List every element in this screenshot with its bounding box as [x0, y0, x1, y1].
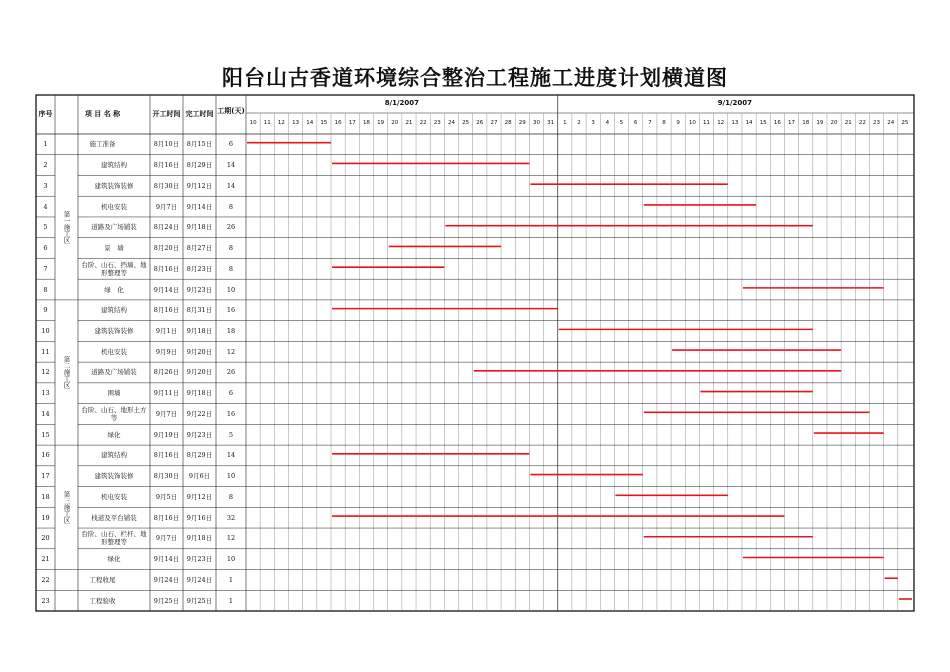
day-label: 9: [676, 120, 680, 126]
task-name: 建筑结构: [101, 306, 127, 315]
day-label: 15: [759, 120, 767, 126]
day-label: 23: [873, 120, 881, 126]
duration: 18: [226, 327, 236, 335]
task-name: 建筑结构: [101, 161, 127, 170]
row-number: 7: [43, 264, 48, 273]
start-date: 9月19日: [153, 430, 180, 439]
day-label: 1: [563, 120, 567, 126]
duration: 6: [228, 140, 234, 149]
task-name: 建筑结构: [101, 451, 127, 460]
row-number: 3: [43, 181, 48, 190]
task-name: 台阶、山石、栏杆、地形整理等: [81, 530, 147, 547]
start-date: 8月10日: [153, 140, 180, 149]
duration: 10: [226, 285, 236, 294]
duration: 14: [226, 451, 236, 460]
header-end-date: 完工时间: [185, 110, 214, 118]
start-date: 8月16日: [153, 451, 180, 460]
row-number: 13: [41, 389, 50, 398]
row-number: 21: [41, 555, 50, 564]
end-date: 9月23日: [186, 555, 213, 564]
end-date: 9月12日: [186, 492, 213, 501]
end-date: 9月24日: [186, 575, 213, 584]
duration: 12: [226, 347, 236, 356]
task-name: 绿化: [107, 430, 121, 439]
task-name: 工程验收: [89, 596, 116, 605]
row-number: 22: [41, 575, 50, 584]
end-date: 8月29日: [186, 161, 213, 170]
row-number: 6: [43, 244, 48, 253]
task-name: 绿化: [107, 555, 121, 564]
day-label: 8: [662, 120, 666, 126]
day-label: 10: [249, 120, 257, 126]
start-date: 9月14日: [153, 555, 180, 564]
duration: 16: [226, 409, 236, 418]
start-date: 9月24日: [153, 575, 180, 584]
task-name: 台阶、山石、地形土方等: [81, 405, 147, 422]
task-name: 建筑装饰装修: [94, 472, 134, 481]
zone-label: 第二施工区: [62, 356, 71, 389]
end-date: 9月12日: [186, 181, 213, 190]
header-seq: 序号: [38, 110, 53, 118]
header-month-aug: 8/1/2007: [384, 99, 420, 107]
task-name: 绿 化: [104, 285, 124, 294]
header-duration: 工期(天): [217, 107, 245, 115]
day-label: 20: [391, 120, 399, 126]
header-item-name: 项 目 名 称: [84, 110, 121, 118]
day-label: 4: [605, 120, 610, 126]
end-date: 9月18日: [186, 327, 213, 335]
zone-label: 第三施工区: [62, 491, 71, 524]
day-label: 20: [830, 120, 838, 126]
task-name: 道路及广场铺装: [91, 368, 137, 377]
start-date: 8月16日: [153, 161, 180, 170]
day-label: 5: [619, 120, 624, 126]
zone-label: 第一施工区: [62, 211, 71, 244]
start-date: 9月7日: [155, 202, 178, 211]
day-label: 23: [433, 120, 441, 126]
row-number: 10: [41, 327, 50, 335]
duration: 26: [226, 368, 236, 377]
row-number: 20: [41, 534, 50, 543]
row-number: 11: [41, 347, 50, 356]
row-number: 5: [43, 223, 48, 232]
day-label: 11: [263, 120, 271, 126]
row-number: 8: [43, 285, 48, 294]
task-name: 栈道及平台铺装: [91, 513, 137, 522]
day-label: 3: [591, 120, 595, 126]
duration: 14: [226, 161, 236, 170]
start-date: 8月26日: [153, 368, 180, 377]
duration: 14: [226, 181, 236, 190]
day-label: 14: [745, 120, 753, 126]
end-date: 8月31日: [186, 306, 213, 315]
end-date: 8月15日: [186, 140, 213, 149]
row-number: 23: [41, 596, 50, 605]
day-label: 21: [844, 120, 852, 126]
row-number: 14: [41, 409, 50, 418]
duration: 6: [228, 389, 234, 398]
start-date: 9月11日: [153, 389, 180, 398]
end-date: 9月20日: [186, 368, 213, 377]
day-label: 26: [476, 120, 484, 126]
day-label: 31: [547, 120, 555, 126]
end-date: 9月18日: [186, 223, 213, 232]
start-date: 9月14日: [153, 285, 180, 294]
end-date: 8月29日: [186, 451, 213, 460]
start-date: 8月16日: [153, 306, 180, 315]
start-date: 9月7日: [155, 409, 178, 418]
row-number: 9: [43, 306, 48, 315]
day-label: 22: [419, 120, 427, 126]
duration: 32: [226, 513, 236, 522]
start-date: 9月25日: [153, 596, 180, 605]
row-number: 17: [41, 472, 50, 481]
duration: 8: [228, 244, 234, 253]
page-title: 阳台山古香道环境综合整治工程施工进度计划横道图: [222, 65, 728, 90]
end-date: 9月14日: [186, 202, 213, 211]
start-date: 9月7日: [155, 534, 178, 543]
day-label: 24: [447, 120, 455, 126]
row-number: 19: [41, 513, 50, 522]
day-label: 17: [348, 120, 356, 126]
row-number: 4: [43, 202, 48, 211]
day-label: 15: [320, 120, 328, 126]
end-date: 8月23日: [186, 264, 213, 273]
start-date: 8月16日: [153, 264, 180, 273]
end-date: 9月23日: [186, 285, 213, 294]
start-date: 9月5日: [155, 492, 178, 501]
day-label: 16: [334, 120, 342, 126]
task-name: 机电安装: [101, 347, 127, 356]
start-date: 9月9日: [155, 347, 178, 356]
day-label: 11: [703, 120, 711, 126]
duration: 10: [226, 555, 236, 564]
duration: 12: [226, 534, 236, 543]
day-label: 19: [816, 120, 824, 126]
day-label: 10: [688, 120, 696, 126]
start-date: 8月30日: [153, 181, 180, 190]
duration: 1: [228, 575, 234, 584]
day-label: 29: [518, 120, 526, 126]
task-name: 施工准备: [89, 140, 116, 149]
day-label: 21: [405, 120, 413, 126]
day-label: 28: [504, 120, 512, 126]
end-date: 9月23日: [186, 430, 213, 439]
day-label: 19: [377, 120, 385, 126]
end-date: 9月16日: [186, 513, 213, 522]
task-name: 建筑装饰装修: [94, 327, 134, 335]
row-number: 12: [41, 368, 50, 377]
day-label: 22: [858, 120, 866, 126]
day-label: 18: [802, 120, 810, 126]
day-label: 14: [306, 120, 314, 126]
task-name: 台阶、山石、挡墙、地形整理等: [81, 260, 147, 277]
task-name: 机电安装: [101, 492, 127, 501]
duration: 8: [228, 492, 234, 501]
duration: 1: [228, 596, 234, 605]
end-date: 9月6日: [188, 472, 211, 481]
end-date: 8月27日: [186, 244, 213, 253]
day-label: 16: [773, 120, 781, 126]
end-date: 9月20日: [186, 347, 213, 356]
day-label: 12: [277, 120, 285, 126]
start-date: 9月1日: [155, 327, 178, 335]
duration: 5: [228, 430, 234, 439]
day-label: 13: [731, 120, 739, 126]
day-label: 17: [788, 120, 796, 126]
day-label: 7: [648, 120, 652, 126]
day-label: 25: [901, 120, 909, 126]
duration: 8: [228, 264, 234, 273]
row-number: 2: [43, 161, 48, 170]
start-date: 8月30日: [153, 472, 180, 481]
row-number: 1: [43, 140, 48, 149]
end-date: 9月18日: [186, 534, 213, 543]
duration: 10: [226, 472, 236, 481]
day-label: 6: [633, 120, 638, 126]
day-label: 18: [362, 120, 370, 126]
day-label: 12: [717, 120, 725, 126]
end-date: 9月18日: [186, 389, 213, 398]
row-number: 15: [41, 430, 50, 439]
end-date: 9月22日: [186, 409, 213, 418]
end-date: 9月25日: [186, 596, 213, 605]
duration: 16: [226, 306, 236, 315]
header-start-date: 开工时间: [152, 110, 181, 118]
start-date: 8月20日: [153, 244, 180, 253]
day-label: 27: [490, 120, 498, 126]
task-name: 景 墙: [104, 244, 124, 253]
start-date: 8月16日: [153, 513, 180, 522]
header-month-sep: 9/1/2007: [717, 99, 753, 107]
day-label: 24: [887, 120, 895, 126]
day-label: 2: [577, 120, 581, 126]
row-number: 18: [41, 492, 50, 501]
task-name: 道路及广场铺装: [91, 223, 137, 232]
row-number: 16: [41, 451, 50, 460]
task-name: 工程收尾: [89, 575, 116, 584]
task-name: 机电安装: [101, 202, 127, 211]
task-name: 建筑装饰装修: [94, 181, 134, 190]
task-name: 围墙: [107, 389, 121, 398]
start-date: 8月24日: [153, 223, 180, 232]
duration: 8: [228, 202, 234, 211]
duration: 26: [226, 223, 236, 232]
day-label: 25: [462, 120, 470, 126]
day-label: 13: [292, 120, 300, 126]
day-label: 30: [532, 120, 540, 126]
